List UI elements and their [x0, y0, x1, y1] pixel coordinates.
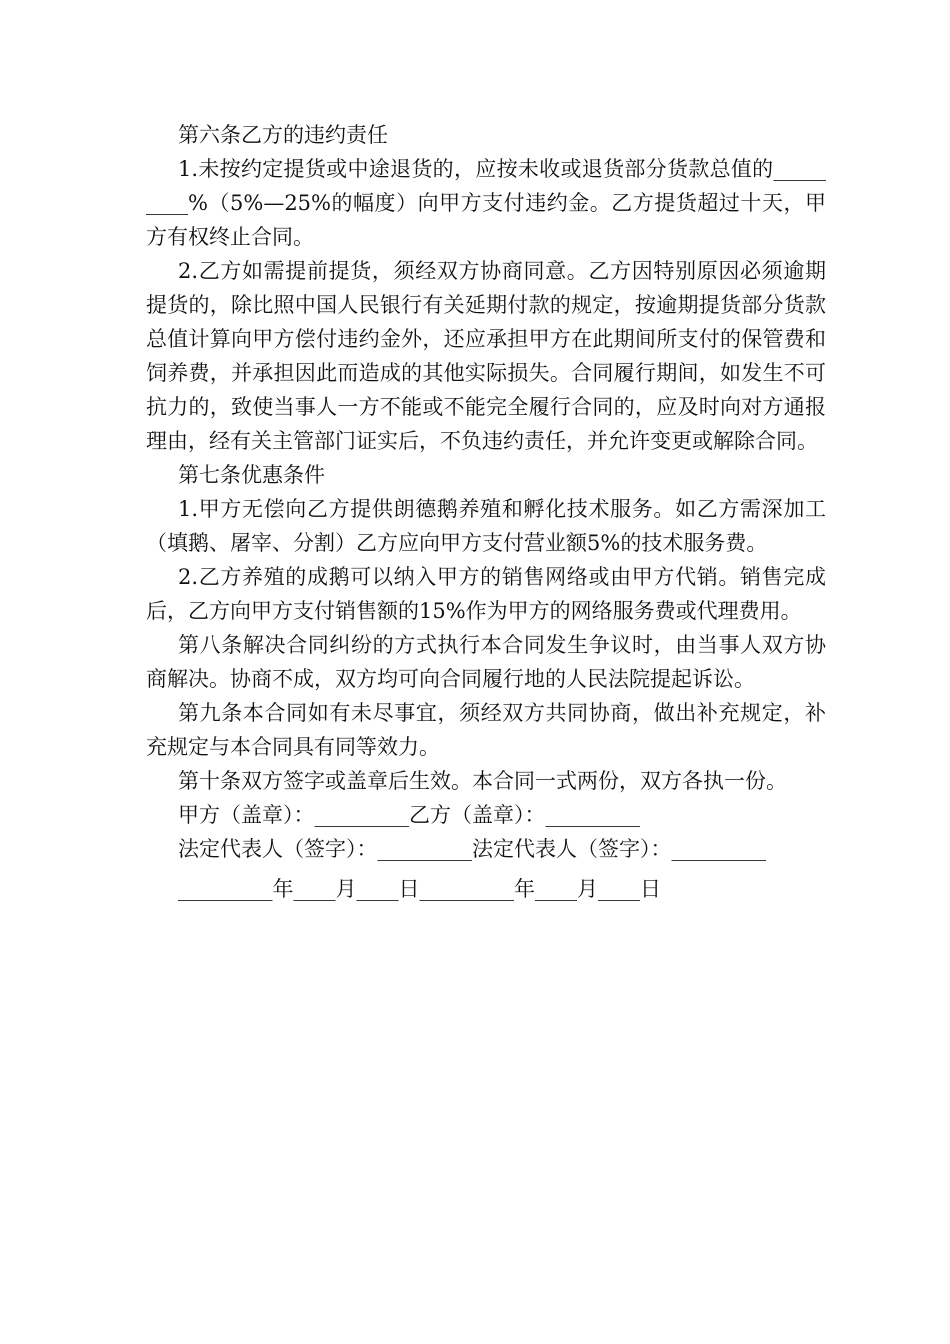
- document-body: [146, 118, 826, 906]
- article-9-paragraph: 第九条本合同如有未尽事宜，须经双方共同协商，做出补充规定，补充规定与本合同具有同等效力。: [146, 701, 826, 759]
- article-7-clause-2: 2.乙方养殖的成鹅可以纳入甲方的销售网络或由甲方代销。销售完成后，乙方向甲方支付销售额的15%作为甲方的网络服务费或代理费用。: [146, 565, 826, 623]
- seal-line: 甲方（盖章）：_________乙方（盖章）：_________: [178, 803, 640, 827]
- article-10-paragraph: 第十条双方签字或盖章后生效。本合同一式两份，双方各执一份。: [178, 769, 787, 793]
- article-6-clause-1: 1.未按约定提货或中途退货的，应按未收或退货部分货款总值的_________%（5%—25%的幅度）向甲方支付违约金。乙方提货超过十天，甲方有权终止合同。: [146, 157, 826, 249]
- article-6-heading: 第六条乙方的违约责任: [178, 123, 388, 147]
- article-7-heading: 第七条优惠条件: [178, 463, 325, 487]
- representative-signature-line: 法定代表人（签字）：_________法定代表人（签字）：_________: [178, 837, 766, 861]
- article-7-clause-1: 1.甲方无偿向乙方提供朗德鹅养殖和孵化技术服务。如乙方需深加工（填鹅、屠宰、分割）乙方应向甲方支付营业额5%的技术服务费。: [146, 497, 826, 555]
- date-line: _________年____月____日_________年____月____日: [178, 877, 661, 901]
- article-6-clause-2: 2.乙方如需提前提货，须经双方协商同意。乙方因特别原因必须逾期提货的，除比照中国人民银行有关延期付款的规定，按逾期提货部分货款总值计算向甲方偿付违约金外，还应承担甲方在此期间所支付的保管费和饲养费，并承担因此而造成的其他实际损失。合同履行期间，如发生不可抗力的，致使当事人一方不能或不能完全履行合同的，应及时向对方通报理由，经有关主管部门证实后，不负违约责任，并允许变更或解除合同。: [146, 259, 826, 453]
- article-8-paragraph: 第八条解决合同纠纷的方式执行本合同发生争议时，由当事人双方协商解决。协商不成，双方均可向合同履行地的人民法院提起诉讼。: [146, 633, 826, 691]
